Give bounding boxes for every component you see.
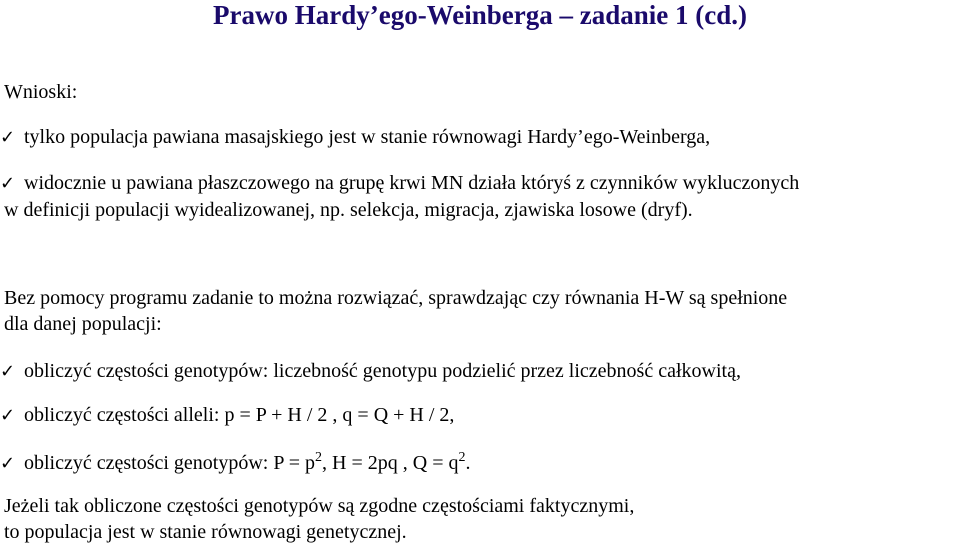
checkmark-icon: ✓ — [0, 453, 16, 474]
checkmark-icon: ✓ — [0, 173, 16, 194]
step-item-3 — [0, 451, 470, 478]
step3-prefix: obliczyć częstości genotypów: P = p — [24, 452, 316, 474]
conclusions-heading: Wnioski: — [4, 81, 78, 103]
checkmark-icon: ✓ — [0, 361, 16, 382]
step-item-1 — [0, 359, 741, 384]
page-title: Prawo Hardy’ego-Weinberga – zadanie 1 (cd.) — [213, 0, 747, 30]
final-conclusion-line-2: to populacja jest w stanie równowagi genetycznej. — [4, 521, 407, 543]
final-conclusion-line-1: Jeżeli tak obliczone częstości genotypów są zgodne częstościami faktycznymi, — [4, 495, 635, 517]
conclusion-text-2: widocznie u pawiana płaszczowego na grupę krwi MN działa któryś z czynników wykluczonych — [24, 172, 800, 194]
step-text-2: obliczyć częstości alleli: p = P + H / 2 , q = Q + H / 2, — [24, 404, 455, 426]
checkmark-icon: ✓ — [0, 127, 16, 148]
conclusion-item-2 — [0, 171, 799, 196]
step3-exponent-2: 2 — [458, 450, 466, 465]
conclusion-item-1 — [0, 125, 710, 150]
step3-middle: , H = 2pq , Q = q — [322, 452, 459, 474]
method-intro-line-1: Bez pomocy programu zadanie to można rozwiązać, sprawdzając czy równania H-W są spełnione — [4, 287, 788, 309]
step3-suffix: . — [465, 452, 471, 474]
conclusion-text-2-cont: w definicji populacji wyidealizowanej, np. selekcja, migracja, zjawiska losowe (dryf). — [4, 199, 693, 221]
step3-exponent-1: 2 — [315, 450, 323, 465]
step-text-1: obliczyć częstości genotypów: liczebność genotypu podzielić przez liczebność całkowitą, — [24, 360, 741, 382]
checkmark-icon: ✓ — [0, 405, 16, 426]
conclusion-text-1: tylko populacja pawiana masajskiego jest w stanie równowagi Hardy’ego-Weinberga, — [24, 126, 711, 148]
step-item-2 — [0, 403, 454, 428]
method-intro-line-2: dla danej populacji: — [4, 313, 162, 335]
